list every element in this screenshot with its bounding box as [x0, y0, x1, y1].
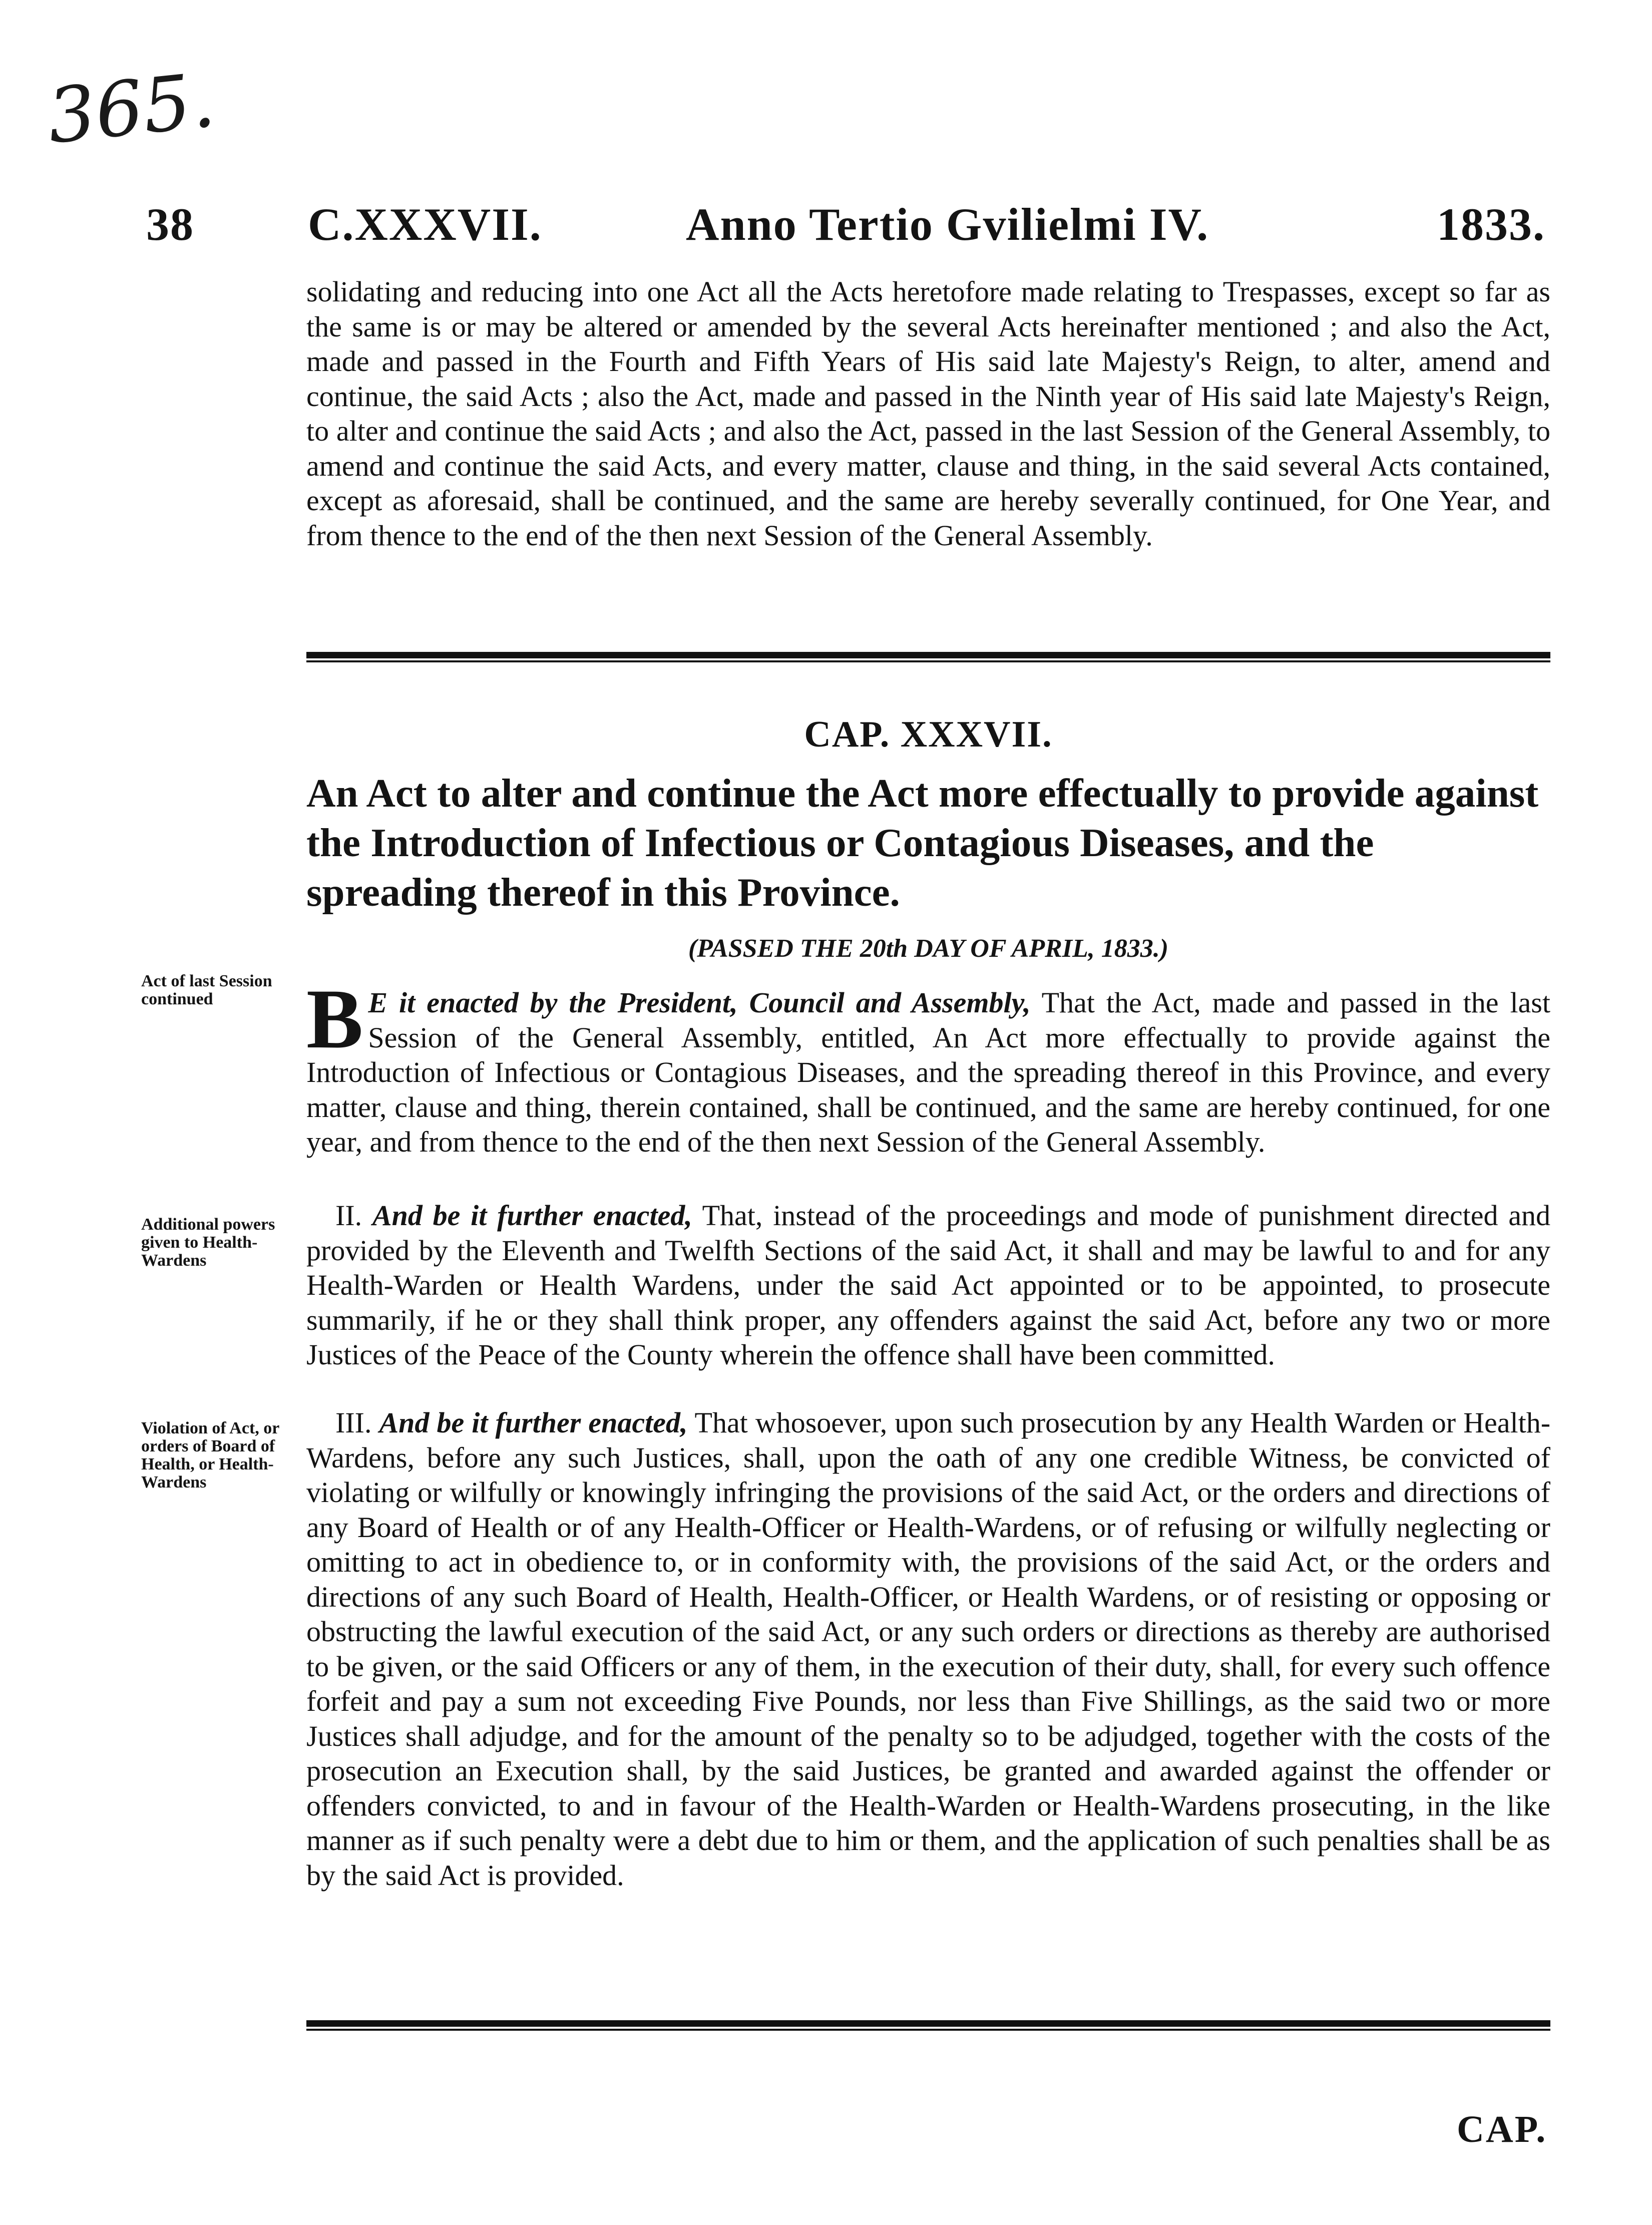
section-two-text: That, instead of the proceedings and mode of punishment directed and provided by the Eleventh and Twelfth Sections of the said Act, it shall and may be lawful to and for any Health-Warden or Health Wardens, under the said Act appointed or to be appointed, to prosecute summarily, if he or they shall think proper, any offenders against the said Act, before any two or more Justices of the Peace of the County wherein the offence shall have been committed. [306, 1199, 1550, 1371]
enacting-formula: And be it further enacted, [372, 1199, 692, 1232]
section-number: III. [335, 1406, 372, 1439]
end-of-chapter-rule [306, 2020, 1550, 2031]
enacting-formula: And be it further enacted, [379, 1406, 688, 1439]
section-number: II. [335, 1199, 362, 1232]
section-one-paragraph [306, 972, 1550, 1160]
section-three-paragraph [306, 1405, 1550, 1893]
margin-note-health-wardens-powers: Additional powers given to Health-Wardens [141, 1215, 275, 1270]
section-three-text: That whosoever, upon such prosecution by any Health Warden or Health-Wardens, before any such Justices, shall, upon the oath of any one credible Witness, be convicted of violating or wilfully or knowingly infringing the provisions of the said Act, or the orders and directions of any Board of Health or of any Health-Officer or Health-Wardens, or of refusing or wilfully neglecting or omitting to act in obedience to, or in conformity with, the provisions of the said Act, or the orders and directions of any such Board of Health, Health-Officer, or Health Wardens, or of resisting or opposing or obstructing the lawful execution of the said Act, or any such orders or directions as thereby are authorised to be given, or the said Officers or any of them, in the execution of their duty, shall, for every such offence forfeit and pay a sum not exceeding Five Pounds, nor less than Five Shillings, as the said two or more Justices shall adjudge, and for the amount of the penalty so to be adjudged, together with the costs of the prosecution an Execution shall, by the said Justices, be granted and awarded against the offender or offenders convicted, to and in favour of the Health-Warden or Health-Wardens prosecuting, in the like manner as if such penalty were a debt due to him or them, and the application of such penalties shall be as by the said Act is provided. [306, 1406, 1551, 1892]
enacting-formula: E it enacted by the President, Council and Assembly, [368, 986, 1031, 1019]
section-one-text: That the Act, made and passed in the last Session of the General Assembly, entitled, An Act more effectually to provide against the Introduction of Infectious or Contagious Diseases, and the spreading thereof in this Province, and every matter, clause and thing, therein contained, shall be continued, and the same are hereby continued, for one year, and from thence to the end of the then next Session of the General Assembly. [306, 986, 1550, 1158]
passed-date-line: (PASSED THE 20th DAY OF APRIL, 1833.) [688, 934, 1169, 963]
continuation-paragraph: solidating and reducing into one Act all the Acts heretofore made relating to Trespasses, except so far as the same is or may be altered or amended by the several Acts hereinafter mentioned ; and also the Act, made and passed in the Fourth and Fifth Years of His said late Majesty's Reign, to alter, amend and continue, the said Acts ; also the Act, made and passed in the Ninth year of His said late Majesty's Reign, to alter and continue the said Acts ; and also the Act, passed in the last Session of the General Assembly, to amend and continue the said Acts, and every matter, clause and thing, in the said several Acts contained, except as aforesaid, shall be continued, and the same are hereby severally continued, for One Year, and from thence to the end of the then next Session of the General Assembly. [306, 275, 1550, 552]
running-header-regnal-year: Anno Tertio Gvilielmi IV. [686, 199, 1209, 250]
chapter-heading: CAP. XXXVII. [804, 714, 1053, 755]
running-header-year: 1833. [1437, 199, 1545, 250]
margin-note-continued: Act of last Session continued [141, 972, 272, 1008]
catchword: CAP. [1457, 2108, 1547, 2150]
drop-cap: B [306, 972, 363, 1066]
margin-note-violation: Violation of Act, or orders of Board of Health, or Health-Wardens [141, 1419, 279, 1492]
running-header-chapter: C.XXXVII. [308, 199, 542, 250]
page-number: 38 [146, 199, 194, 250]
section-divider-rule [306, 652, 1550, 662]
act-title: An Act to alter and continue the Act more effectually to provide against the Introduction of Infectious or Contagious Diseases, and the spreading thereof in this Province. [306, 771, 1539, 915]
section-two-paragraph [306, 1198, 1550, 1372]
handwritten-folio-number: 365. [43, 57, 219, 161]
